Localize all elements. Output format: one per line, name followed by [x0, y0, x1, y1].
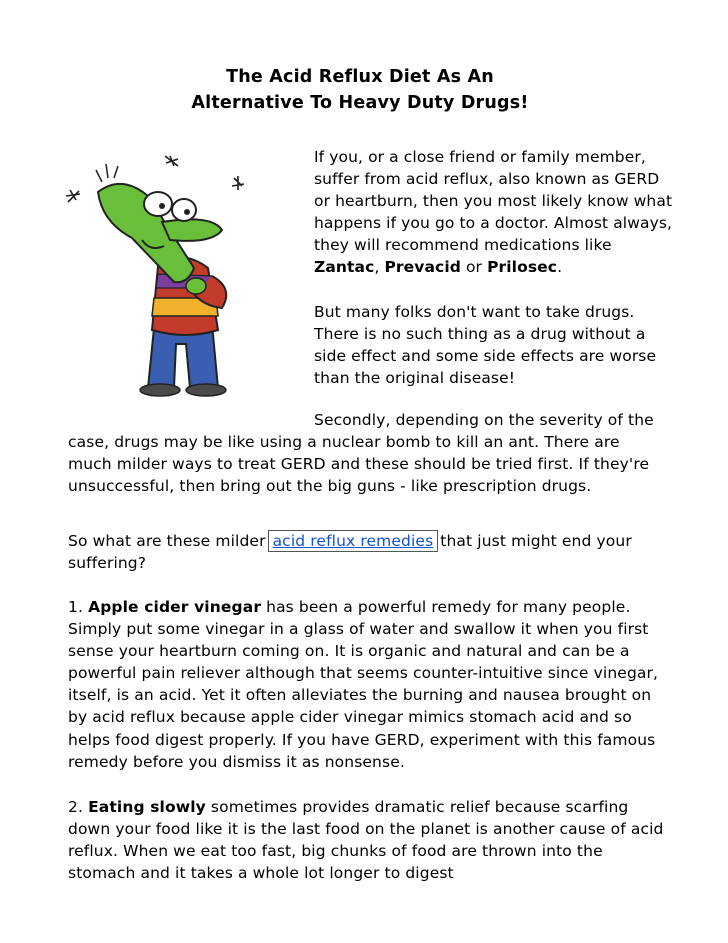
intro-paragraph-1 [314, 146, 674, 279]
cartoon-man-holding-chest-icon [62, 148, 292, 398]
remedy-item-2 [68, 796, 668, 884]
remedies-link-box [268, 530, 439, 552]
remedies-question-tail: that just might end your suffering? [68, 532, 632, 573]
page-title-line-2: Alternative To Heavy Duty Drugs! [191, 93, 529, 113]
conjunction: or [460, 258, 488, 277]
remedy-title-eating-slowly: Eating slowly [88, 798, 206, 816]
drug-name-prevacid: Prevacid [384, 258, 461, 277]
remedy-title-apple-cider-vinegar: Apple cider vinegar [88, 598, 262, 616]
drug-name-prilosec: Prilosec [487, 258, 558, 277]
punctuation: . [557, 258, 563, 277]
remedy-number: 1. [68, 598, 89, 616]
remedy-description: sometimes provides dramatic relief because scarfing down your food like it is the last food on the planet is another cause of acid reflux. When we eat too fast, big chunks of food are thrown into the stomach and it takes a whole lot longer to digest [68, 798, 664, 883]
remedy-number: 2. [68, 798, 89, 816]
remedy-item-1 [68, 596, 668, 773]
secondly-paragraph-lead: Secondly, depending on the severity of [314, 411, 623, 429]
drug-name-zantac: Zantac [314, 258, 375, 277]
punctuation: , [374, 258, 380, 277]
acid-reflux-remedies-link[interactable]: acid reflux remedies [272, 532, 434, 550]
intro-paragraph-1-text: If you, or a close friend or family member, suffer from acid reflux, also known as GERD or heartburn, then you most likely know what happens if you go to a doctor. Almost always, they will recommend medications like [314, 148, 673, 255]
intro-column [314, 146, 674, 389]
secondly-paragraph-text: the case, drugs may be like using a nuclear bomb to kill an ant. There are much milder ways to treat GERD and these should be tried first. If they're unsuccessful, then bring out the big guns - like prescription drugs. [68, 411, 654, 496]
intro-paragraph-2: But many folks don't want to take drugs. There is no such thing as a drug without a side effect and some side effects are worse than the original disease! [314, 302, 657, 387]
remedies-question-paragraph [68, 530, 668, 574]
remedy-description: has been a powerful remedy for many people. Simply put some vinegar in a glass of water and swallow it when you first sense your heartburn coming on. It is organic and natural and can be a powerful pain reliever although that seems counter-intuitive since vinegar, itself, is an acid. Yet it often alleviates the burning and nausea brought on by acid reflux because apple cider vinegar mimics stomach acid and so helps food digest properly. If you have GERD, experiment with this famous remedy before you dismiss it as nonsense. [68, 598, 659, 771]
remedies-question-lead: So what are these milder [68, 532, 266, 550]
page-title-line-1: The Acid Reflux Diet As An [226, 67, 494, 87]
secondly-paragraph [68, 409, 668, 497]
